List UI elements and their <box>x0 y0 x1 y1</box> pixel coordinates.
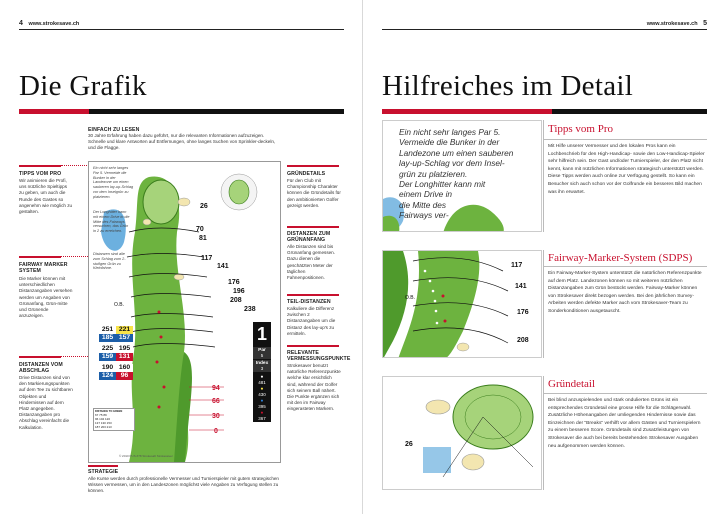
bunker <box>174 274 184 280</box>
section-marker <box>19 165 61 167</box>
section-title: Tipps vom Pro <box>548 123 614 135</box>
yardage-yellow: 430 <box>258 392 266 397</box>
section-label: FAIRWAY MARKER SYSTEM <box>19 262 68 274</box>
section-label: TIPPS VOM PRO <box>19 171 62 177</box>
tee-distance: 157 <box>116 334 133 342</box>
section-label: TEIL-DISTANZEN <box>287 299 331 305</box>
section-text: Mit Hilfe unserer Vermesser und den lokalen Pros kann ein Lochbeschrieb für den High-Handicap- sowie den Low-Handicap-Spieler sehr hilfreich sein. Der Gast und/oder Turnierspieler, der den Platz nicht kennt, kann mit nützlichen Informationen strategisch unterstützt werden. Diese Tipps werden auch online zur Verfügung gestellt. So kann ein Besucher sich auch schon vor der Golfrunde ein besseres Bild machen was ihn erwartet. <box>548 144 705 195</box>
strategy-text: Alle Kurse werden durch professionelle Vermesser und Turnierspieler mit gutem strategischen Wissen vermessen, um in den Landeszonen möglichst viele Angaben zu Verfügung stellen zu können. <box>88 476 279 494</box>
ob-label: O.B. <box>405 295 416 301</box>
hole-info: 1 Par 5 Index 3 ● 481 ● 430 ● 395 ● 367 <box>253 322 271 422</box>
section-text: Wir animieren die Profi, uns nützliche Spieltipps zu geben, um auch die Runde des Gastes so angenehm wie möglich zu gestalten. <box>19 178 73 215</box>
section-text: Strokesaver benutzt natürliche Referenzpunkte welche klar ersichtlich sind, während der Golfer sich seinem Ball nähert. Die Punkte ergänzen sich mit den im Fairway eingerasteten Markern. <box>287 363 341 412</box>
index-value: 3 <box>260 366 264 371</box>
intro-label: EINFACH ZU LESEN <box>88 127 140 133</box>
green-detail-shape <box>229 180 249 204</box>
fairway-shape <box>398 251 479 358</box>
distance-label: 81 <box>199 235 207 242</box>
section-text: Kalkuliere die Differenz zwischen 2 Distanzangaben um die Distanz des lay-up's zu ermitteln. <box>287 306 336 336</box>
tee-distance: 160 <box>116 364 133 372</box>
callout-line: die Mitte des <box>399 199 447 210</box>
section-text: Für den Club mit Championship Charakter können die Gründetails für den ambitionierten Golfer gezeigt werden. <box>287 178 341 208</box>
page-number: 4 <box>19 20 23 27</box>
distance-label: 238 <box>244 306 256 313</box>
title-black-bar <box>89 109 344 114</box>
tee-distance: 159 <box>99 353 116 361</box>
title-red-bar <box>382 109 552 114</box>
callout-line: lay-up-Schlag vor dem Insel- <box>399 158 505 169</box>
yardage-white: 481 <box>258 380 266 385</box>
section-rule <box>543 393 707 394</box>
fairway-marker-map <box>382 250 542 358</box>
section-text: Ein Fairway-Marker-System unterstützt die natürlichen Referenzpunkte auf dem Platz. Landezonen können so mit weiteren nützlichen Distanzangaben zum Grün bestückt werden. Fairway-Marker können von Strokesaver direkt bezogen werden. Bei den jährlichen Survey-Arbeiten werden defekte Marker auch vom Strokesaver-Team zu Sonderkonditionen ausgetauscht. <box>548 271 702 314</box>
red-distance: 30 <box>212 413 220 420</box>
green-detail-map <box>382 376 542 490</box>
page-header-right <box>647 20 707 27</box>
legend-row: 67 75 89 <box>95 413 107 417</box>
red-distance: 94 <box>212 385 220 392</box>
section-title: Gründetail <box>548 378 596 390</box>
section-rule <box>543 139 707 140</box>
callout-line: Ein nicht sehr langes Par 5. <box>399 127 501 137</box>
red-distance: 0 <box>214 428 218 435</box>
tee-distance: 124 <box>99 372 116 380</box>
site-url: www.strokesave.ch <box>646 21 698 27</box>
callout-map <box>382 120 542 232</box>
section-label: DISTANZEN VOM ABSCHLAG <box>19 362 63 374</box>
callout-line: grün zu platzieren. <box>399 168 468 179</box>
distance-label: 26 <box>200 203 208 210</box>
section-text: Drive Distanzen sind von den Markierungspunkten auf dem Tee zu sichtbaren Objekten und Hindernissen auf dem Platz angegeben. Distanzangaben pro Abschlag vereinfacht die Kalkulation. <box>19 375 73 430</box>
tee-distance: 221 <box>116 326 133 334</box>
callout-line: Vermeide die Bunker in der <box>399 137 500 148</box>
map-note: Der Longhitter kann mit einem Drive in die Mitte des Fairways versuchen, das Grün in 2 zu erreichen. <box>93 210 130 234</box>
bunker <box>426 400 450 414</box>
yardage-blue: 395 <box>258 404 266 409</box>
site-url: www.strokesave.ch <box>28 21 80 27</box>
par-label: Par <box>258 348 266 353</box>
distance-label: 117 <box>511 262 523 269</box>
callout-line: Fairways ver- <box>399 210 449 221</box>
section-text: Die Marker können mit unterschiedlichen Distanzangaben versehen werden um Angaben von Grünanfang, Grün-mitte und Grünende anzuzeigen. <box>19 276 73 319</box>
section-marker <box>287 165 339 167</box>
section-text: Bei blind anzuspielenden und stark ondulierten Grüns ist ein entsprechendes Gründetail eine grosse Hilfe für die Schlägerwahl. Zusätzliche Höhenangaben der umliegenden Hindernisse sowie das Einzeichnen der "Breaks" verhilft vor allem Gästen und Turnierspielern zu einem besseren Score. Gründetails sind Zusatzleistungen von Strokesaver die auch bei bereits bestehenden Strokesaver Ausgaben neu aufgenommen werden können. <box>548 398 701 449</box>
yardage-red: 367 <box>258 416 266 421</box>
bunker <box>143 219 151 225</box>
green-shape <box>143 180 179 224</box>
bunker <box>462 454 484 470</box>
intro-text: 30 Jahre Erfahrung haben dazu geführt, nur die relevanten Informationen aufzuzeigen. Schnelle und klare Antworten auf Entfernungen, ohne langes Suchen von Sprinkler-deckeln, und die Flagge. <box>88 133 276 151</box>
section-title: Fairway-Marker-System (SDPS) <box>548 252 693 264</box>
page-header-left <box>19 20 79 27</box>
distance-label: 117 <box>201 255 213 262</box>
page-title: Hilfreiches im Detail <box>382 70 634 102</box>
distance-label: 208 <box>517 337 529 344</box>
title-black-bar <box>552 109 707 114</box>
water <box>423 447 451 473</box>
distance-label: 141 <box>515 283 527 290</box>
section-rule <box>543 266 707 267</box>
distance-label: 208 <box>230 297 242 304</box>
header-rule <box>382 29 707 30</box>
callout-line: Landezone um einen sauberen <box>399 147 514 158</box>
section-divider <box>543 120 544 232</box>
tee-distance: 190 <box>99 364 116 372</box>
distance-label: 196 <box>233 288 245 295</box>
callout-line: Der Longhitter kann mit <box>399 179 486 190</box>
distance-label: 70 <box>196 226 204 233</box>
strategy-label: STRATEGIE <box>88 469 119 475</box>
legend-row: 187 203 213 <box>95 425 112 429</box>
page-title: Die Grafik <box>19 70 147 102</box>
callout-text <box>399 127 539 221</box>
hole-number: 1 <box>256 324 267 344</box>
red-distance: 66 <box>212 398 220 405</box>
title-red-bar <box>19 109 89 114</box>
distance-label: 26 <box>405 441 413 448</box>
map-note: Distanzen sind alle zum Schlag zum 2-stufigen Grün zu Kleinfahne. <box>93 252 126 271</box>
distance-label: 176 <box>517 309 529 316</box>
tee-distance: 195 <box>116 345 133 353</box>
distance-label: 176 <box>228 279 240 286</box>
right-page <box>363 0 726 514</box>
tee-distance: 185 <box>99 334 116 342</box>
legend-row: 96 104 120 <box>95 417 111 421</box>
par-value: 5 <box>260 353 264 358</box>
section-marker <box>88 465 118 467</box>
section-label: DISTANZEN ZUM GRÜNANFANG <box>287 231 331 243</box>
legend-title: DISTANCE TO GREEN <box>95 410 123 413</box>
section-divider <box>543 250 544 358</box>
tee-distance: 96 <box>116 372 133 380</box>
bunker <box>457 343 469 351</box>
section-label: RELEVANTE VERMESSUNGSPUNKTE <box>287 350 351 362</box>
section-marker <box>287 345 339 347</box>
callout-line: einem Drive in <box>399 189 453 200</box>
tee-lines <box>189 387 224 430</box>
map-note: Ein nicht sehr langes Par 5. Vermeide die Bunker in der Landezone um einen sauberen lay-up-Schlag vor dem Inselgrün zu platzieren. <box>93 166 134 199</box>
tee-distance: 225 <box>99 345 116 353</box>
bunker <box>178 198 190 206</box>
ob-label: O.B. <box>114 302 125 308</box>
legend-row: 137 130 153 <box>95 421 112 425</box>
section-marker <box>287 294 339 296</box>
green-detail-map-graphic <box>383 377 542 490</box>
tee-distance: 251 <box>99 326 116 334</box>
distance-label: 141 <box>217 263 229 270</box>
distance-legend <box>93 408 135 431</box>
section-text: Alle Distanzen sind bis Grünanfang gemessen. Dazu dienen die geschätzten Meter der täglichen Fahnenpositionen. <box>287 244 336 281</box>
copyright: © 2010 PUS #78 Strokesaft Strokesaver <box>119 454 173 458</box>
section-marker <box>287 226 339 228</box>
header-rule <box>19 29 344 30</box>
section-marker <box>19 356 61 358</box>
section-divider <box>543 376 544 490</box>
index-label: Index <box>255 361 269 366</box>
section-label: GRÜNDETAILS <box>287 171 326 177</box>
section-marker <box>19 256 61 258</box>
page-number: 5 <box>703 20 707 27</box>
tee-distance: 131 <box>116 353 133 361</box>
